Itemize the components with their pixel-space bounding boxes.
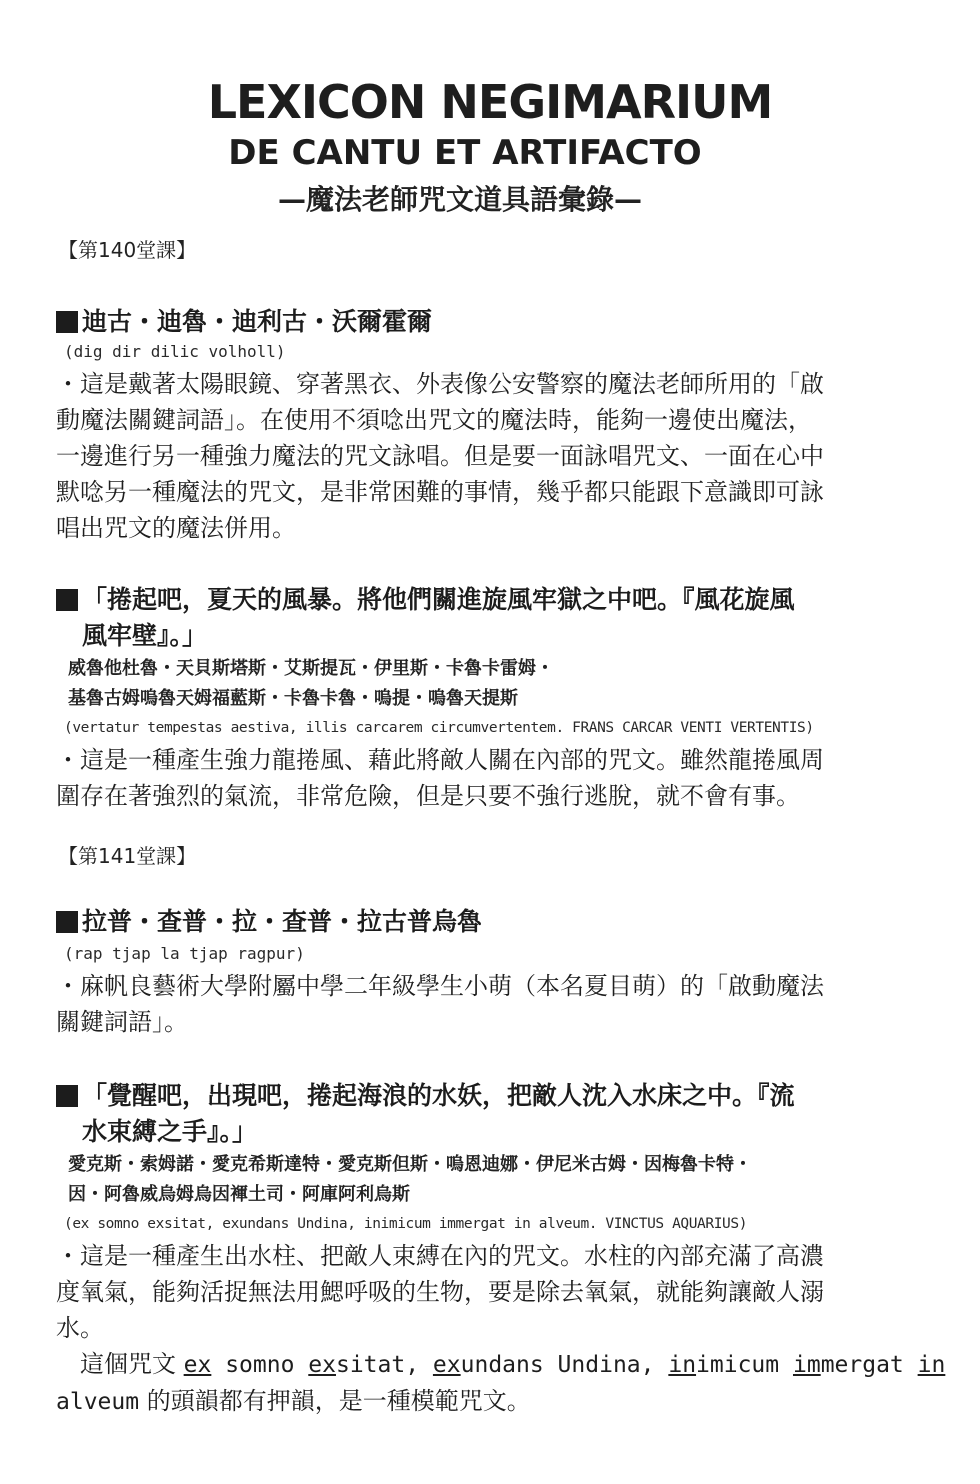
entry4-chant-line2: 因・阿魯威烏姆烏因褌土司・阿庫阿利烏斯	[68, 1184, 410, 1205]
lesson-141-label: 【第141堂課】	[58, 844, 197, 868]
entry4-line: 度氧氣，能夠活捉無法用鰓呼吸的生物，要是除去氧氣，就能夠讓敵人溺	[56, 1278, 824, 1306]
entry2-heading-line2: 風牢壁』。」	[82, 621, 208, 650]
entry2-latin: (vertatur tempestas aestiva, illis carcarem circumvertentem. FRANS CARCAR VENTI VERTENTIS)	[64, 720, 814, 736]
entry4-note-line2	[56, 1383, 896, 1420]
note-word-rest: somno	[211, 1352, 309, 1378]
entry2-line: 圍存在著強烈的氣流，非常危險，但是只要不強行逃脫，就不會有事。	[56, 782, 800, 810]
entry1-line: 唱出咒文的魔法併用。	[56, 514, 296, 542]
entry1-latin: (dig dir dilic volholl)	[64, 342, 286, 361]
note-prefix: 這個咒文	[80, 1350, 176, 1378]
note-word-alliteration: im	[792, 1352, 821, 1378]
note-word-alliteration: ex	[432, 1352, 461, 1378]
entry1-heading	[56, 304, 896, 340]
entry3-line: 關鍵詞語」。	[56, 1008, 188, 1036]
entry4-line: ・這是一種產生出水柱、把敵人束縛在內的咒文。水柱的內部充滿了高濃	[56, 1242, 824, 1270]
entry4-line: 水。	[56, 1314, 104, 1342]
entry1-line: 動魔法關鍵詞語」。在使用不須唸出咒文的魔法時，能夠一邊使出魔法，	[56, 406, 812, 434]
note-word-rest: mergat	[820, 1352, 918, 1378]
entry4-heading-line2: 水束縛之手』。」	[82, 1117, 258, 1146]
note-word-rest: sitat,	[335, 1352, 433, 1378]
note-line2-rest: 的頭韻都有押韻，是一種模範咒文。	[139, 1387, 531, 1415]
square-bullet-icon	[56, 911, 78, 933]
note-word-rest: undans Undina,	[460, 1352, 669, 1378]
entry3-heading-text: 拉普・查普・拉・查普・拉古普烏魯	[82, 907, 483, 936]
entry2-line: ・這是一種產生強力龍捲風、藉此將敵人關在內部的咒文。雖然龍捲風周	[56, 746, 824, 774]
entry3-line: ・麻帆良藝術大學附屬中學二年級學生小萌（本名夏目萌）的「啟動魔法	[56, 972, 824, 1000]
note-word	[184, 1352, 309, 1378]
entry1-line: ・這是戴著太陽眼鏡、穿著黑衣、外表像公安警察的魔法老師所用的「啟	[56, 370, 824, 398]
entry2-heading	[56, 582, 896, 654]
note-word-alliteration: in	[917, 1352, 946, 1378]
entry4-note-line1	[56, 1346, 946, 1383]
entry3-heading	[56, 904, 896, 940]
entry1-line: 一邊進行另一種強力魔法的咒文詠唱。但是要一面詠唱咒文、一面在心中	[56, 442, 824, 470]
entry4-body	[56, 1238, 896, 1346]
entry1-line: 默唸另一種魔法的咒文，是非常困難的事情，幾乎都只能跟下意識即可詠	[56, 478, 824, 506]
note-word-alliteration: in	[668, 1352, 697, 1378]
entry3-latin: (rap tjap la tjap ragpur)	[64, 944, 305, 963]
entry4-latin: (ex somno exsitat, exundans Undina, inimicum immergat in alveum. VINCTUS AQUARIUS)	[64, 1216, 748, 1232]
entry2-body	[56, 742, 896, 814]
entry1-heading-text: 迪古・迪魯・迪利古・沃爾霍爾	[82, 307, 433, 336]
entry1-body	[56, 366, 896, 546]
title-latin-line2: DE CANTU ET ARTIFACTO	[228, 133, 702, 173]
square-bullet-icon	[56, 1085, 78, 1107]
entry4-chant-line1: 愛克斯・索姆諾・愛克希斯達特・愛克斯但斯・嗚恩迪娜・伊尼米古姆・因梅魯卡特・	[68, 1154, 752, 1175]
square-bullet-icon	[56, 311, 78, 333]
note-word-alliteration: ex	[308, 1352, 336, 1378]
entry4-note	[56, 1346, 946, 1420]
entry4-heading	[56, 1078, 896, 1150]
square-bullet-icon	[56, 589, 78, 611]
entry3-body	[56, 968, 896, 1040]
note-word-rest: imicum	[696, 1352, 793, 1378]
note-word-alliteration: ex	[183, 1352, 212, 1378]
lesson-140-label: 【第140堂課】	[58, 238, 197, 262]
entry4-heading-line1: 「覺醒吧，出現吧，捲起海浪的水妖，把敵人沈入水床之中。『流	[82, 1081, 795, 1110]
entry2-chant-line2: 基魯古姆嗚魯天姆福藍斯・卡魯卡魯・嗚提・嗚魯天提斯	[68, 688, 518, 709]
entry2-heading-line1: 「捲起吧，夏天的風暴。將他們關進旋風牢獄之中吧。『風花旋風	[82, 585, 795, 614]
title-latin-line1: LEXICON NEGIMARIUM	[207, 75, 773, 129]
title-chinese-subtitle: —魔法老師咒文道具語彙錄—	[277, 183, 642, 216]
entry2-chant-line1: 威魯他杜魯・天貝斯塔斯・艾斯提瓦・伊里斯・卡魯卡雷姆・	[68, 658, 554, 679]
note-line2-word: alveum	[56, 1389, 140, 1415]
